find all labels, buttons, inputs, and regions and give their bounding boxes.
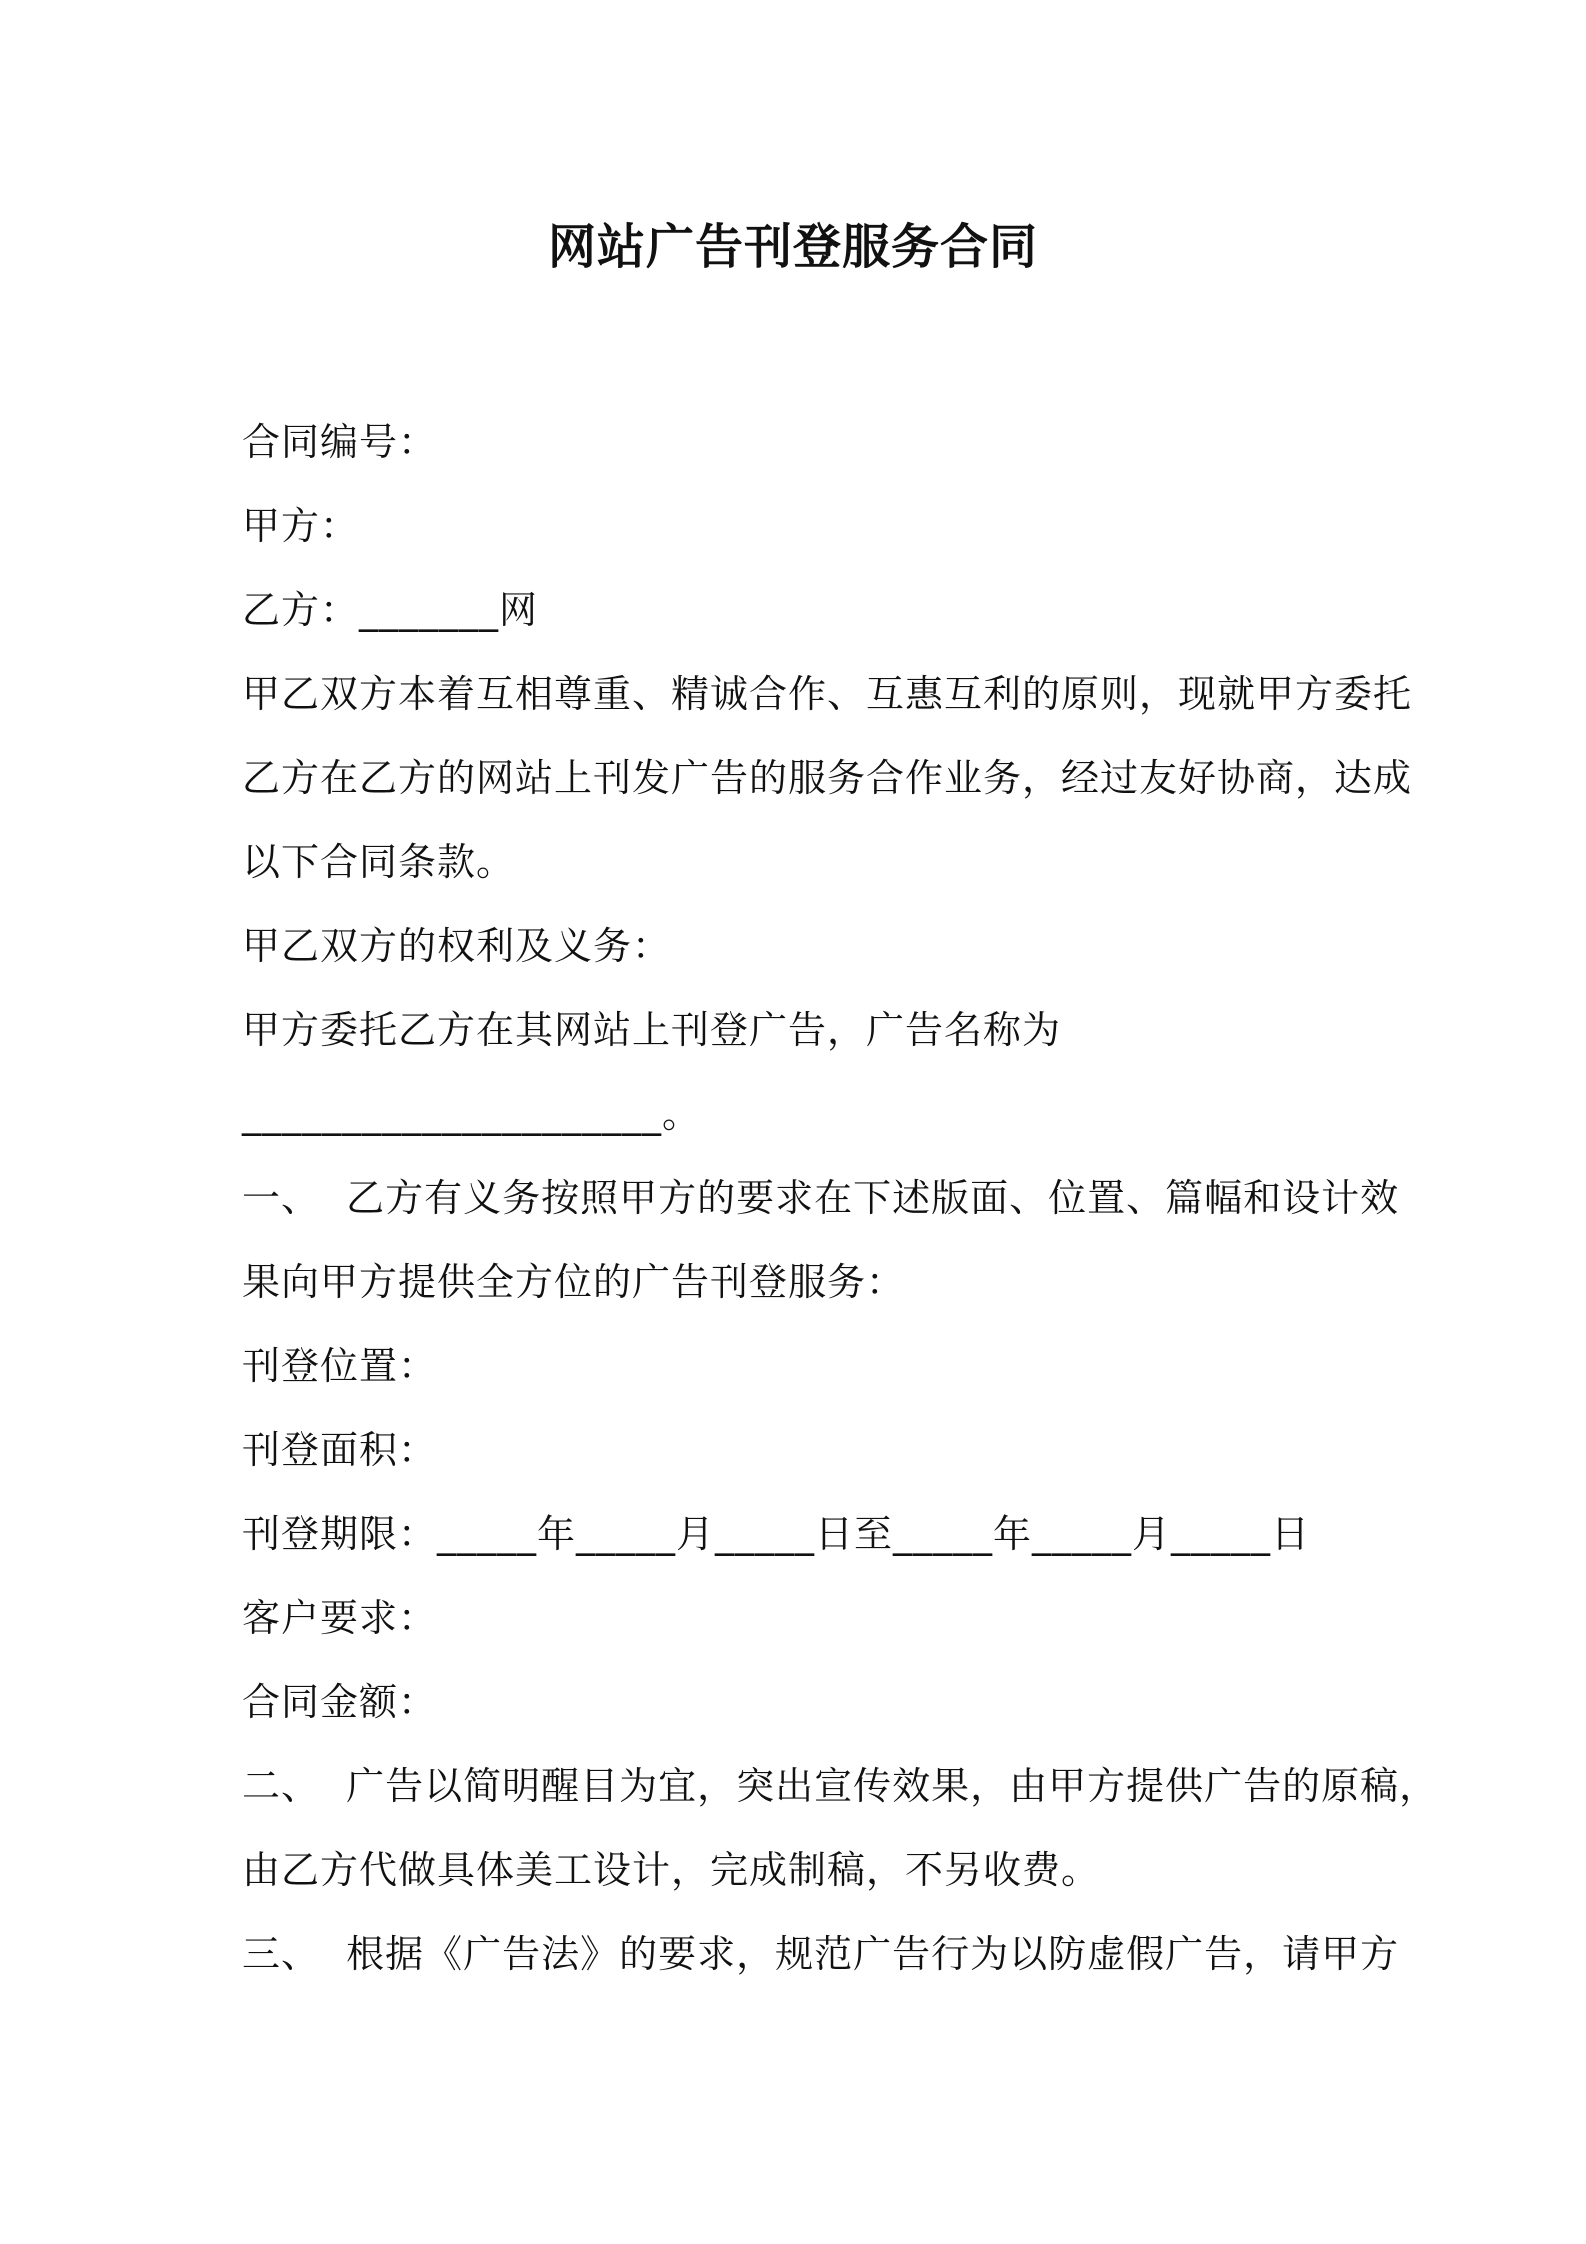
placement-position-line: 刊登位置： — [242, 1344, 438, 1388]
paragraph-line: 甲乙双方本着互相尊重、精诚合作、互惠互利的原则，现就甲方委托 — [242, 672, 1413, 716]
clause-one-line: 一、 乙方有义务按照甲方的要求在下述版面、位置、篇幅和设计效 — [242, 1176, 1400, 1220]
contract-amount-line: 合同金额： — [242, 1680, 438, 1724]
document-body — [242, 400, 1439, 1996]
party-b-line: 乙方：_______网 — [242, 588, 539, 632]
ad-name-blank-line: _____________________。 — [242, 1092, 702, 1136]
clause-two-line: 二、 广告以简明醒目为宜，突出宣传效果，由甲方提供广告的原稿， — [242, 1764, 1439, 1808]
client-requirements-line: 客户要求： — [242, 1596, 438, 1640]
paragraph-line: 乙方在乙方的网站上刊发广告的服务合作业务，经过友好协商，达成 — [242, 756, 1413, 800]
placement-period-line: 刊登期限：_____年_____月_____日至_____年_____月_____日 — [242, 1512, 1311, 1556]
placement-area-line: 刊登面积： — [242, 1428, 438, 1472]
paragraph-line: 甲方委托乙方在其网站上刊登广告，广告名称为 — [242, 1008, 1062, 1052]
clause-one-line: 果向甲方提供全方位的广告刊登服务： — [242, 1260, 906, 1304]
document-title: 网站广告刊登服务合同 — [547, 219, 1038, 275]
rights-heading-line: 甲乙双方的权利及义务： — [242, 924, 672, 968]
clause-two-line: 由乙方代做具体美工设计，完成制稿，不另收费。 — [242, 1848, 1101, 1892]
contract-number-line: 合同编号： — [242, 420, 438, 464]
party-a-line: 甲方： — [242, 504, 360, 548]
clause-three-line: 三、 根据《广告法》的要求，规范广告行为以防虚假广告，请甲方 — [242, 1932, 1400, 1976]
paragraph-line: 以下合同条款。 — [242, 840, 516, 884]
